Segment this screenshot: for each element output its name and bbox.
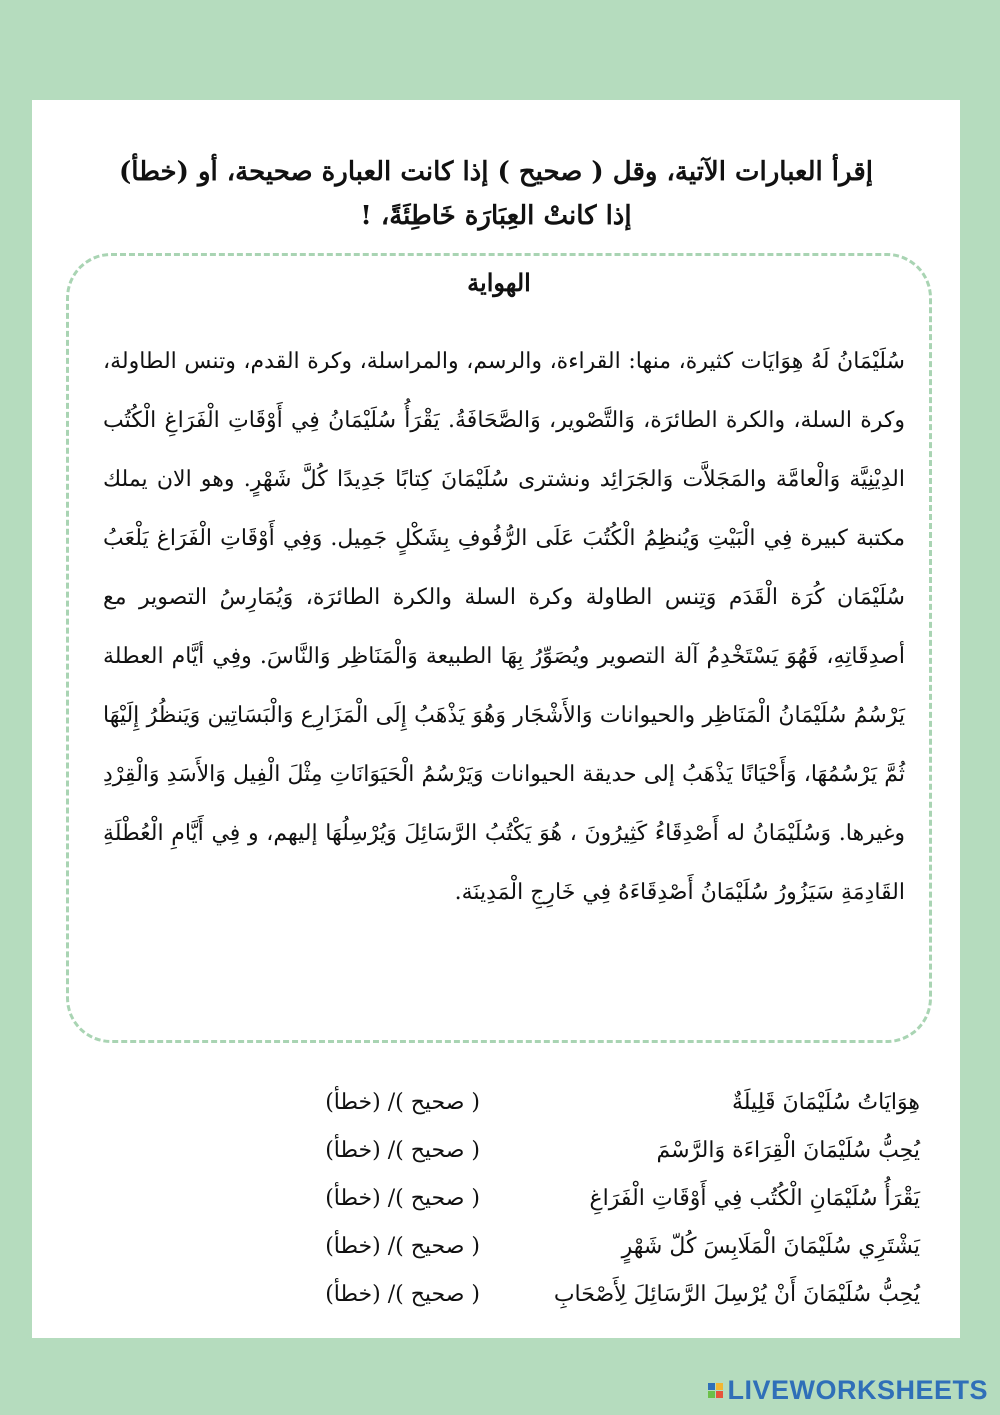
answer-options[interactable]: ( صحيح )/ (خطأ) [325, 1089, 480, 1115]
answer-options[interactable]: ( صحيح )/ (خطأ) [325, 1185, 480, 1211]
instructions-line-2: إذا كانتْ العِبَارَة خَاطِئَةً، ! [360, 201, 632, 231]
instructions [92, 150, 900, 238]
question-text: يُحِبُّ سُلَيْمَانَ الْقِرَاءَة وَالرَّسْمَ [656, 1137, 920, 1163]
liveworksheets-logo[interactable] [708, 1373, 988, 1407]
answer-options[interactable]: ( صحيح )/ (خطأ) [325, 1137, 480, 1163]
story-text: سُلَيْمَانُ لَهُ هِوَايَات كثيرة، منها: القراءة، والرسم، والمراسلة، وكرة القدم، وتنس الطاولة، وكرة السلة، والكرة الطائرَة، وَالتَّصْوير، وَالصَّحَافَةُ. يَقْرَأُ سُلَيْمَانُ فِي أَوْقَاتِ الْفَرَاغِ الْكُتُب الدِيْنِيَّة وَالْعامَّة والمَجَلاَّت وَالجَرَائِد ونشترى سُلَيْمَانَ كِتابًا جَدِيدًا كُلَّ شَهْرٍ. وهو الان يملك مكتبة كبيرة فِي الْبَيْتِ وَيُنظِمُ الْكُتُبَ عَلَى الرُّفُوفِ بِشَكْلٍ جَمِيل. وَفِي أَوْقَاتِ الْفَرَاغ يَلْعَبُ سُلَيْمَان كُرَة الْقَدَم وَتِنس الطاولة وكرة السلة والكرة الطائرَة، وَيُمَارِسُ التصوير مع أصدِقَاتِهِ، فَهُوَ يَسْتَخْدِمُ آلة التصوير ويُصَوِّرُ بِهَا الطبيعة وَالْمَنَاظِر وَالنَّاسَ. وفِي أيَّام العطلة يَرْسُمُ سُلَيْمَانُ الْمَنَاظِر والحيوانات وَالأَشْجَار وَهُوَ يَذْهَبُ إِلَى الْمَزَارِع وَالْبَسَاتِين وَيَنظُرُ إِلَيْهَا ثُمَّ يَرْسُمُهَا، وَأَحْيَانًا يَذْهَبُ إلى حديقة الحيوانات وَيَرْسُمُ الْحَيَوَانَاتِ مِثْلَ الْفِيل وَالأَسَدِ وَالْقِرْدِ وغيرها. وَسُلَيْمَانُ له أَصْدِقَاءُ كَثِيرُونَ ، هُوَ يَكْتُبُ الرَّسَائِلَ وَيُرْسِلُهَا إليهم، و فِي أَيَّامِ الْعُطْلَةِ القَادِمَةِ سَيَزُورُ سُلَيْمَانُ أَصْدِقَاءَهُ فِي خَارِجِ الْمَدِينَة. [103, 349, 905, 905]
instructions-line-1: إقرأ العبارات الآتية، وقل ( صحيح ) إذا كانت العبارة صحيحة، أو (خطأ) [118, 157, 874, 187]
liveworksheets-brand: LIVEWORKSHEETS [727, 1374, 988, 1405]
question-row [302, 1222, 920, 1270]
story-title: الهواية [467, 268, 531, 297]
question-text: يَشْتَرِي سُلَيْمَانَ الْمَلَابِسَ كُلّ شَهْرٍ [621, 1233, 920, 1259]
question-text: يَقْرَأُ سُلَيْمَانِ الْكُتُب فِي أَوْقَاتِ الْفَرَاغِ [589, 1185, 920, 1211]
question-list [302, 1078, 920, 1318]
question-row [302, 1078, 920, 1126]
question-row [302, 1270, 920, 1318]
question-text: هِوَايَاتُ سُلَيْمَانَ قَلِيلَةٌ [731, 1089, 920, 1115]
question-text: يُحِبُّ سُلَيْمَانَ أَنْ يُرْسِلَ الرَّسَائِلَ لِأَصْحَابِ [553, 1281, 920, 1307]
liveworksheets-badge-icon [708, 1383, 723, 1398]
question-row [302, 1174, 920, 1222]
story-box [66, 253, 932, 1043]
question-row [302, 1126, 920, 1174]
answer-options[interactable]: ( صحيح )/ (خطأ) [325, 1233, 480, 1259]
worksheet-page [32, 100, 960, 1338]
answer-options[interactable]: ( صحيح )/ (خطأ) [325, 1281, 480, 1307]
